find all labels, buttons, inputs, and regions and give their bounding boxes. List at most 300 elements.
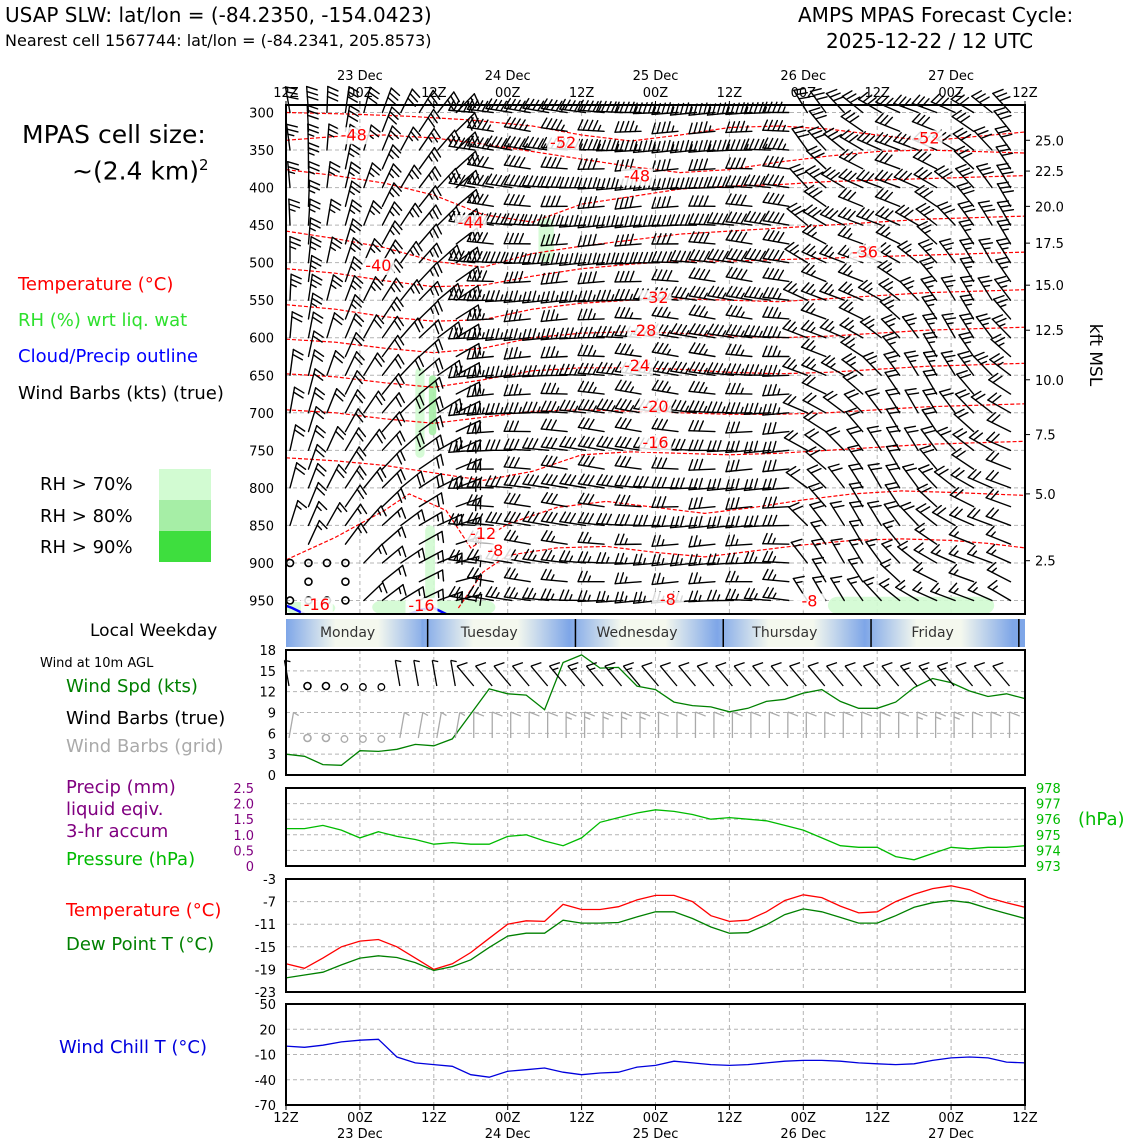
upper-wind-barb [615,271,641,282]
upper-wind-barb [821,207,845,225]
upper-wind-barb [978,201,994,225]
upper-wind-barb [364,583,387,601]
precip-panel-tick-label: 2.0 [233,797,254,813]
nearest-cell: Nearest cell 1567744: lat/lon = (-84.2341, 205.8573) [5,31,432,50]
top-day-label: 24 Dec [484,69,531,84]
pressure-tick-label: 800 [249,481,274,497]
isotherm-label: -36 [851,242,878,262]
upper-wind-barb [382,585,406,601]
top-time-tick: 12Z [273,86,299,101]
surface-wind-barb [993,663,1010,686]
weekday-label: Friday [911,625,954,641]
upper-wind-barb [900,502,918,525]
upper-wind-barb [468,174,494,188]
windchill-panel-tick-label: -10 [254,1048,276,1064]
upper-wind-barb [401,242,422,263]
upper-wind-barb [382,202,401,225]
upper-wind-barb [652,343,678,357]
upper-wind-barb [986,471,1010,488]
cycle-value: 2025-12-22 / 12 UTC [826,29,1034,53]
bottom-day-label: 24 Dec [484,1127,531,1140]
upper-wind-barb [308,274,321,300]
top-day-label: 23 Dec [336,69,383,84]
upper-wind-barb [382,412,404,432]
upper-wind-barb [523,474,549,487]
temp-panel-tick-label: -11 [254,918,276,934]
upper-wind-barb [804,185,825,206]
upper-wind-barb [978,276,992,300]
upper-wind-barb [839,300,862,319]
precip-panel-tick-label: 1.0 [233,828,254,844]
upper-wind-barb [615,437,641,451]
pressure-tick-label: 850 [249,519,274,535]
kft-tick-label: 20.0 [1035,200,1064,216]
upper-wind-barb [786,467,807,488]
wind-panel-tick-label: 0 [267,769,276,784]
upper-wind-barb [868,501,882,525]
kft-tick-label: 5.0 [1035,487,1056,503]
surface-wind-barb [395,660,401,686]
upper-wind-barb [541,383,567,394]
upper-wind-barb [308,331,323,356]
pressure-tick-label: 950 [249,594,274,610]
grid-wind-barb [843,712,853,738]
upper-wind-barb [791,539,807,563]
isotherm-label: -16 [303,595,330,615]
upper-wind-barb [801,302,825,319]
legend-temperature-2: Temperature (°C) [66,900,222,921]
upper-wind-barb [876,225,899,244]
upper-wind-barb [763,588,789,601]
upper-wind-barb [523,549,549,563]
pressure-right-tick-label: 976 [1036,813,1061,829]
upper-wind-barb [468,155,494,169]
grid-wind-barb [548,712,558,738]
upper-wind-barb [671,287,697,300]
surface-wind-barb [476,663,493,686]
temp-panel-tick-label: -3 [263,873,276,888]
upper-wind-barb [989,373,1011,394]
pressure-tick-label: 900 [249,556,274,572]
upper-wind-barb [802,375,825,394]
upper-wind-barb [826,428,844,451]
upper-wind-barb [504,155,530,168]
isotherm-label: -32 [642,288,669,308]
grid-wind-barb [566,712,576,738]
top-time-tick: 12Z [421,86,447,101]
pressure-tick-label: 500 [249,256,274,272]
upper-wind-barb [382,565,406,581]
temp-panel-tick-label: -7 [263,895,276,911]
upper-wind-barb [305,578,312,585]
upper-wind-barb [597,437,623,451]
upper-wind-barb [615,380,641,394]
upper-wind-barb [308,256,321,282]
surface-wind-barb [919,663,936,686]
surface-wind-barb [531,663,548,686]
upper-wind-barb [468,568,494,582]
upper-wind-barb [952,448,974,469]
top-time-tick: 00Z [938,86,964,101]
upper-wind-barb [953,429,974,451]
upper-wind-barb [382,221,402,244]
pressure-tick-label: 550 [249,294,274,310]
upper-wind-barb [942,314,955,338]
upper-wind-barb [802,244,826,262]
grid-wind-barb [492,712,502,738]
upper-wind-barb [787,203,807,225]
pressure-right-tick-label: 975 [1036,828,1061,844]
upper-wind-barb [345,409,365,432]
upper-wind-barb [839,264,863,282]
pressure-tick-label: 600 [249,331,274,347]
upper-wind-barb [504,493,530,506]
upper-wind-barb [861,316,882,337]
upper-wind-barb [364,277,383,300]
upper-wind-barb [913,563,936,582]
upper-wind-barb [401,127,420,150]
upper-wind-barb [382,355,403,376]
surface-wind-barb [771,663,788,686]
upper-wind-barb [726,194,752,206]
upper-wind-barb [541,456,567,470]
upper-wind-barb [726,306,752,319]
upper-wind-barb [689,498,715,509]
upper-wind-barb [289,199,300,225]
upper-wind-barb [912,95,936,112]
upper-wind-barb [308,502,326,526]
top-time-tick: 12Z [1012,86,1038,101]
upper-wind-barb [689,305,715,319]
upper-wind-barb [308,388,324,413]
upper-wind-barb [401,165,421,187]
upper-wind-barb [364,544,387,563]
upper-wind-barb [986,452,1010,470]
upper-wind-barb [866,389,882,413]
precip-panel-tick-label: 0 [245,860,254,875]
top-day-label: 26 Dec [780,69,827,84]
surface-wind-barb [512,663,529,686]
upper-wind-barb [937,202,955,225]
upper-wind-barb [382,126,400,150]
pressure-right-tick-label: 973 [1036,860,1061,875]
wind-panel-tick-label: 3 [267,748,276,764]
upper-wind-barb [976,314,992,338]
grid-wind-barb [677,712,687,738]
local-weekday-label: Local Weekday [90,621,218,641]
upper-wind-barb [867,426,881,450]
legend-wind-barbs: Wind Barbs (kts) (true) [18,383,224,404]
upper-wind-barb [364,391,385,413]
grid-wind-barb [1010,712,1020,738]
upper-wind-barb [940,389,956,413]
surface-wind-barb [586,663,603,686]
kft-tick-label: 10.0 [1035,373,1064,389]
upper-wind-barb [419,339,442,356]
grid-wind-barb [954,712,964,738]
upper-wind-barb [803,393,826,413]
top-time-tick: 12Z [568,86,595,101]
upper-wind-barb [401,472,424,488]
upper-wind-barb [505,117,531,131]
upper-wind-barb [807,146,826,168]
upper-wind-barb [308,483,326,507]
upper-wind-barb [290,312,302,338]
grid-wind-barb [917,712,927,738]
upper-wind-barb [828,464,844,488]
upper-wind-barb [290,349,303,375]
upper-wind-barb [838,227,862,244]
upper-wind-barb [763,569,789,581]
upper-wind-barb [615,534,641,544]
upper-wind-barb [876,189,900,207]
legend-wind-spd: Wind Spd (kts) [66,676,198,697]
upper-wind-barb [345,200,361,225]
upper-wind-barb [290,463,306,488]
upper-wind-barb [842,91,862,113]
grid-wind-barb [304,735,311,742]
upper-wind-barb [327,313,343,338]
upper-wind-barb [671,362,697,376]
grid-wind-barb [695,712,705,738]
grid-wind-barb [973,712,983,738]
grid-wind-barb [659,712,669,738]
upper-wind-barb [542,474,568,488]
upper-wind-barb [726,286,752,300]
upper-wind-barb [876,114,900,132]
legend-temperature: Temperature (°C) [18,274,174,295]
upper-wind-barb [523,512,549,526]
bottom-time-tick: 12Z [1012,1111,1038,1126]
upper-wind-barb [327,389,345,413]
upper-wind-barb [903,464,918,488]
upper-wind-barb [345,447,365,469]
isotherm-label: -24 [623,355,651,375]
upper-wind-barb [763,515,789,526]
windchill-panel-tick-label: 20 [259,1023,276,1039]
upper-wind-barb [382,278,402,300]
grid-wind-barb [714,712,724,738]
legend-precip-1: Precip (mm) [66,777,176,798]
upper-wind-barb [615,308,641,319]
grid-wind-barb [899,712,909,738]
upper-wind-barb [327,237,342,262]
grid-wind-barb [474,712,484,738]
grid-wind-barb [400,712,410,738]
upper-wind-barb [937,427,955,450]
windchill-line [286,1039,1025,1077]
upper-wind-barb [763,497,789,508]
upper-wind-barb [935,166,955,188]
upper-wind-barb [290,274,301,300]
bottom-time-tick: 00Z [642,1111,669,1126]
bottom-day-label: 26 Dec [780,1127,827,1140]
bottom-time-tick: 00Z [938,1111,964,1126]
upper-wind-barb [898,541,918,563]
legend-cloud: Cloud/Precip outline [18,346,199,367]
kft-tick-label: 2.5 [1035,554,1056,570]
surface-wind-barb [660,663,677,686]
upper-wind-barb [308,237,320,263]
isotherm-label: -48 [340,125,367,145]
upper-wind-barb [541,118,567,131]
upper-wind-barb [382,316,403,337]
grid-wind-barb [880,712,890,738]
grid-wind-barb [806,712,816,738]
temp-panel-tick-label: -15 [254,940,276,956]
grid-wind-barb [622,712,632,738]
upper-wind-barb [803,225,826,244]
upper-wind-barb [987,413,1010,432]
upper-wind-barb [875,152,899,169]
legend-precip-2: liquid eqiv. [66,799,164,820]
upper-wind-barb [467,232,493,244]
upper-wind-barb [839,169,863,187]
upper-wind-barb [541,569,567,581]
upper-wind-barb [987,545,1011,563]
upper-wind-barb [578,474,604,488]
top-day-label: 27 Dec [928,69,975,84]
upper-wind-barb [652,380,678,394]
upper-wind-barb [364,429,385,450]
upper-wind-barb [327,162,340,188]
surface-barbs [284,660,1009,690]
isotherm-label: -16 [408,595,435,615]
kft-tick-label: 17.5 [1035,237,1064,253]
top-time-tick: 12Z [864,86,890,101]
upper-wind-barb [689,122,715,134]
upper-wind-barb [988,581,1010,601]
wind-panel-tick-label: 15 [259,664,276,680]
upper-wind-barb [689,459,715,470]
bottom-time-tick: 12Z [421,1111,447,1126]
upper-wind-barb [615,456,641,469]
surface-wind-barb [808,663,825,686]
upper-wind-barb [542,493,568,507]
upper-wind-barb [898,241,919,263]
precip-panel-tick-label: 0.5 [233,844,254,860]
upper-wind-barb [905,426,919,450]
upper-wind-barb [689,573,715,584]
top-time-tick: 12Z [716,86,743,101]
upper-wind-barb [327,465,346,488]
surface-wind-barb [734,663,751,686]
rh-level-80-label: RH > 80% [40,506,133,527]
grid-wind-barb [732,712,742,738]
pressure-tick-label: 300 [249,106,274,122]
weekday-label: Wednesday [596,625,678,641]
upper-wind-barb [904,351,918,375]
wind-panel-tick-label: 9 [267,706,276,722]
upper-wind-barb [763,211,789,225]
upper-wind-barb [652,419,678,432]
upper-wind-barb [972,91,992,113]
isotherm-label: -28 [630,321,657,341]
pressure-tick-label: 650 [249,369,274,385]
upper-wind-barb [345,162,360,187]
upper-wind-barb [382,183,401,206]
upper-wind-barb [345,428,365,450]
wind-panel-tick-label: 12 [259,685,276,701]
upper-wind-barb [820,283,844,300]
upper-wind-barb [986,526,1010,544]
rh-level-70-label: RH > 70% [40,474,133,495]
upper-wind-barb [468,193,494,206]
upper-wind-barb [689,159,715,170]
bottom-day-label: 25 Dec [632,1127,679,1140]
grid-wind-barb [788,712,798,738]
bottom-day-label: 27 Dec [928,1127,975,1140]
calm-circle [360,736,367,743]
upper-wind-barb [290,501,306,526]
grid-wind-barb [437,712,447,738]
upper-wind-barb [914,168,936,188]
upper-wind-barb [290,237,300,263]
upper-wind-barb [449,137,475,150]
upper-wind-barb [419,167,440,188]
legend-windchill: Wind Chill T (°C) [59,1037,207,1058]
cell-size-exponent: 2 [199,156,209,174]
kft-tick-label: 12.5 [1035,324,1064,340]
upper-wind-barb [903,314,919,338]
upper-wind-barb [979,239,992,263]
upper-wind-barb [419,148,440,169]
kft-tick-label: 7.5 [1035,428,1056,444]
upper-wind-barb [823,391,844,412]
upper-wind-barb [763,327,789,338]
upper-wind-barb [382,393,404,413]
upper-wind-barb [419,205,441,225]
upper-wind-barb [401,280,423,300]
upper-wind-barb [401,203,422,225]
upper-wind-barb [868,464,881,488]
upper-wind-barb [977,164,994,188]
upper-wind-barb [382,145,400,169]
upper-wind-barb [763,552,789,563]
cycle-title: AMPS MPAS Forecast Cycle: [798,3,1074,27]
upper-wind-barb [308,369,323,394]
surface-wind-barb [753,663,770,686]
upper-wind-barb [763,460,789,472]
surface-wind-barb [549,663,566,686]
upper-wind-barb [327,503,347,526]
calm-circle [360,684,367,691]
grid-wind-barb [936,712,946,738]
upper-wind-barb [364,201,382,225]
upper-wind-barb [419,262,441,281]
upper-wind-barb [763,534,789,545]
isotherm-label: -52 [913,128,940,148]
upper-wind-barb [382,336,403,357]
upper-wind-barb [505,530,531,544]
grid-wind-barb [322,735,329,742]
upper-wind-barb [364,315,384,338]
kft-axis-label: kft MSL [1085,323,1105,387]
upper-wind-barb [382,546,405,563]
upper-wind-barb [826,89,844,112]
upper-wind-barb [986,508,1010,525]
wind-panel-tick-label: 18 [259,644,276,659]
upper-wind-barb [364,468,386,488]
grid-wind-barb [769,712,779,738]
bottom-time-tick: 12Z [716,1111,743,1126]
upper-wind-barb [831,539,844,563]
upper-wind-barb [763,423,789,435]
upper-wind-barb [671,324,697,338]
upper-wind-barb [726,230,752,244]
isotherm-label: -8 [659,589,676,609]
top-time-tick: 00Z [494,86,521,101]
